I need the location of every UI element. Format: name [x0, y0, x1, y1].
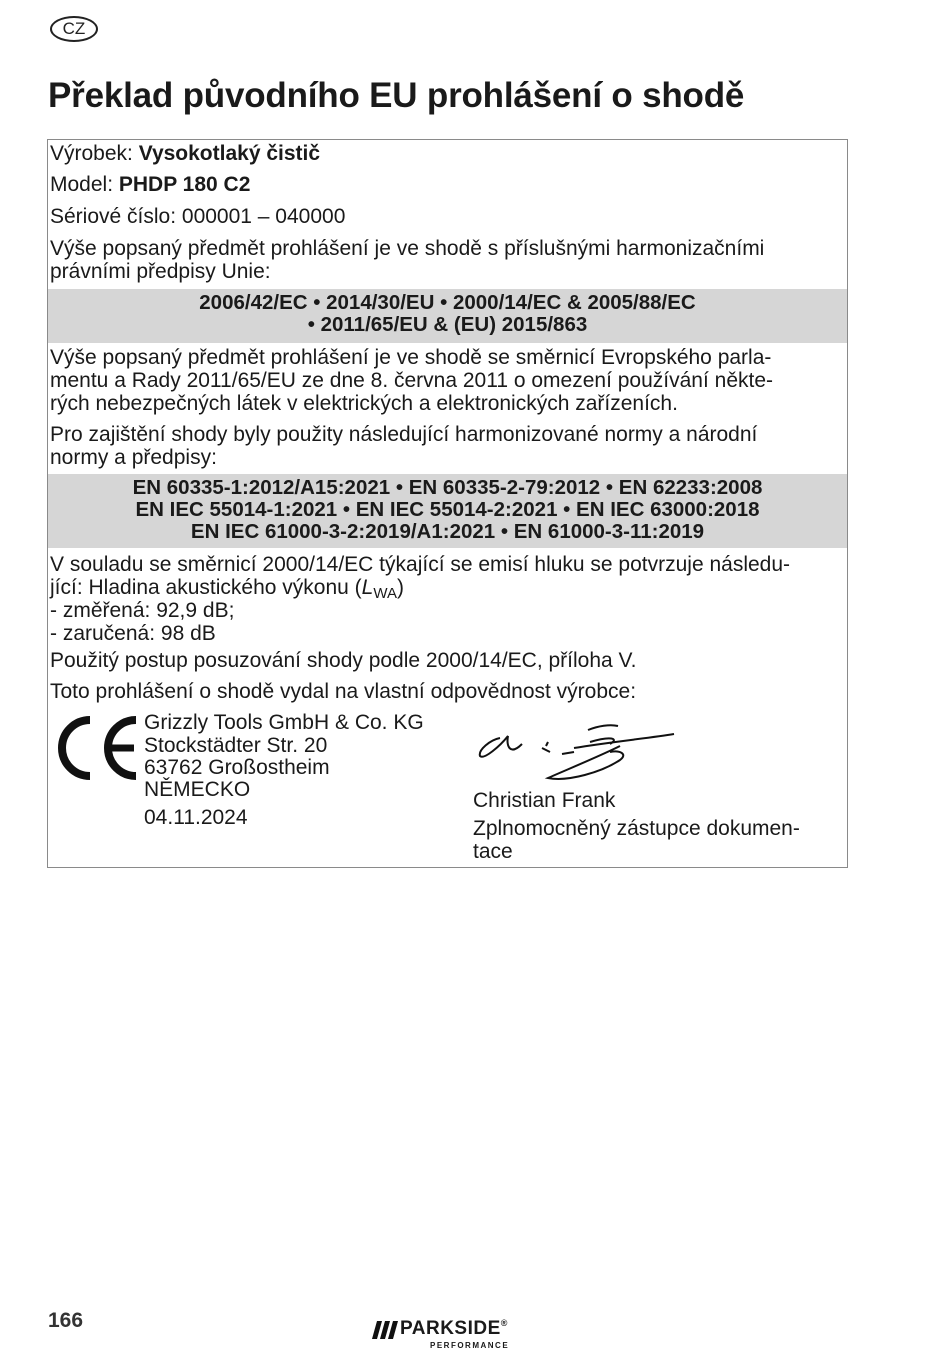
responsibility-text: Toto prohlášení o shodě vydal na vlastní odpovědnost výrobce: [50, 680, 637, 703]
conformity-text: Výše popsaný předmět prohlášení je ve shodě s příslušnými harmonizačními [50, 237, 765, 260]
logo-wordmark: PARKSIDE® [400, 1318, 508, 1339]
directives-list: • 2011/65/EU & (EU) 2015/863 [307, 313, 588, 336]
signatory-role: tace [473, 840, 513, 863]
standards-intro: normy a předpisy: [50, 446, 217, 469]
standards-list: EN IEC 61000-3-2:2019/A1:2021 • EN 61000-3-11:2019 [190, 520, 705, 543]
directives-list: 2006/42/EC • 2014/30/EU • 2000/14/EC & 2005/88/EC [199, 291, 696, 314]
rohs-text: rých nebezpečných látek v elektrických a elektronických zařízeních. [50, 392, 678, 415]
noise-text: V souladu se směrnicí 2000/14/EC týkající se emisí hluku se potvrzuje následu- [50, 553, 791, 576]
rohs-text: mentu a Rady 2011/65/EU ze dne 8. června 2011 o omezení používání někte- [50, 369, 774, 392]
logo-subtitle: PERFORMANCE [430, 1341, 510, 1350]
parkside-logo [372, 1318, 532, 1354]
declaration-date: 04.11.2024 [144, 806, 248, 829]
logo-stripes-icon [372, 1321, 400, 1341]
standards-intro: Pro zajištění shody byly použity následující harmonizované normy a národní [50, 423, 758, 446]
model-line: Model: PHDP 180 C2 [50, 173, 251, 196]
product-line: Výrobek: Vysokotlaký čistič [50, 142, 321, 165]
manufacturer-name: Grizzly Tools GmbH & Co. KG [144, 711, 424, 734]
page-title: Překlad původního EU prohlášení o shodě [48, 76, 745, 115]
ce-mark-icon [50, 716, 140, 780]
signatory-name: Christian Frank [473, 789, 616, 812]
rohs-text: Výše popsaný předmět prohlášení je ve shodě se směrnicí Evropského parla- [50, 346, 772, 369]
manufacturer-country: NĚMECKO [144, 778, 251, 801]
page-number: 166 [48, 1309, 84, 1332]
procedure-text: Použitý postup posuzování shody podle 2000/14/EC, příloha V. [50, 649, 637, 672]
standards-list: EN 60335-1:2012/A15:2021 • EN 60335-2-79:2012 • EN 62233:2008 [132, 476, 763, 499]
manufacturer-city: 63762 Großostheim [144, 756, 330, 779]
manufacturer-street: Stockstädter Str. 20 [144, 734, 328, 757]
language-badge: CZ [50, 16, 98, 42]
noise-text: jící: Hladina akustického výkonu $(L_{WA})$ [50, 576, 404, 602]
noise-guaranteed: - zaručená: 98 dB [50, 622, 216, 645]
noise-measured: - změřená: 92,9 dB; [50, 599, 235, 622]
conformity-text: právními předpisy Unie: [50, 260, 271, 283]
standards-list: EN IEC 55014-1:2021 • EN IEC 55014-2:2021 • EN IEC 63000:2018 [135, 498, 760, 521]
signature-image [470, 712, 680, 786]
serial-line: Sériové číslo: 000001 – 040000 [50, 205, 346, 228]
signatory-role: Zplnomocněný zástupce dokumen- [473, 817, 800, 840]
